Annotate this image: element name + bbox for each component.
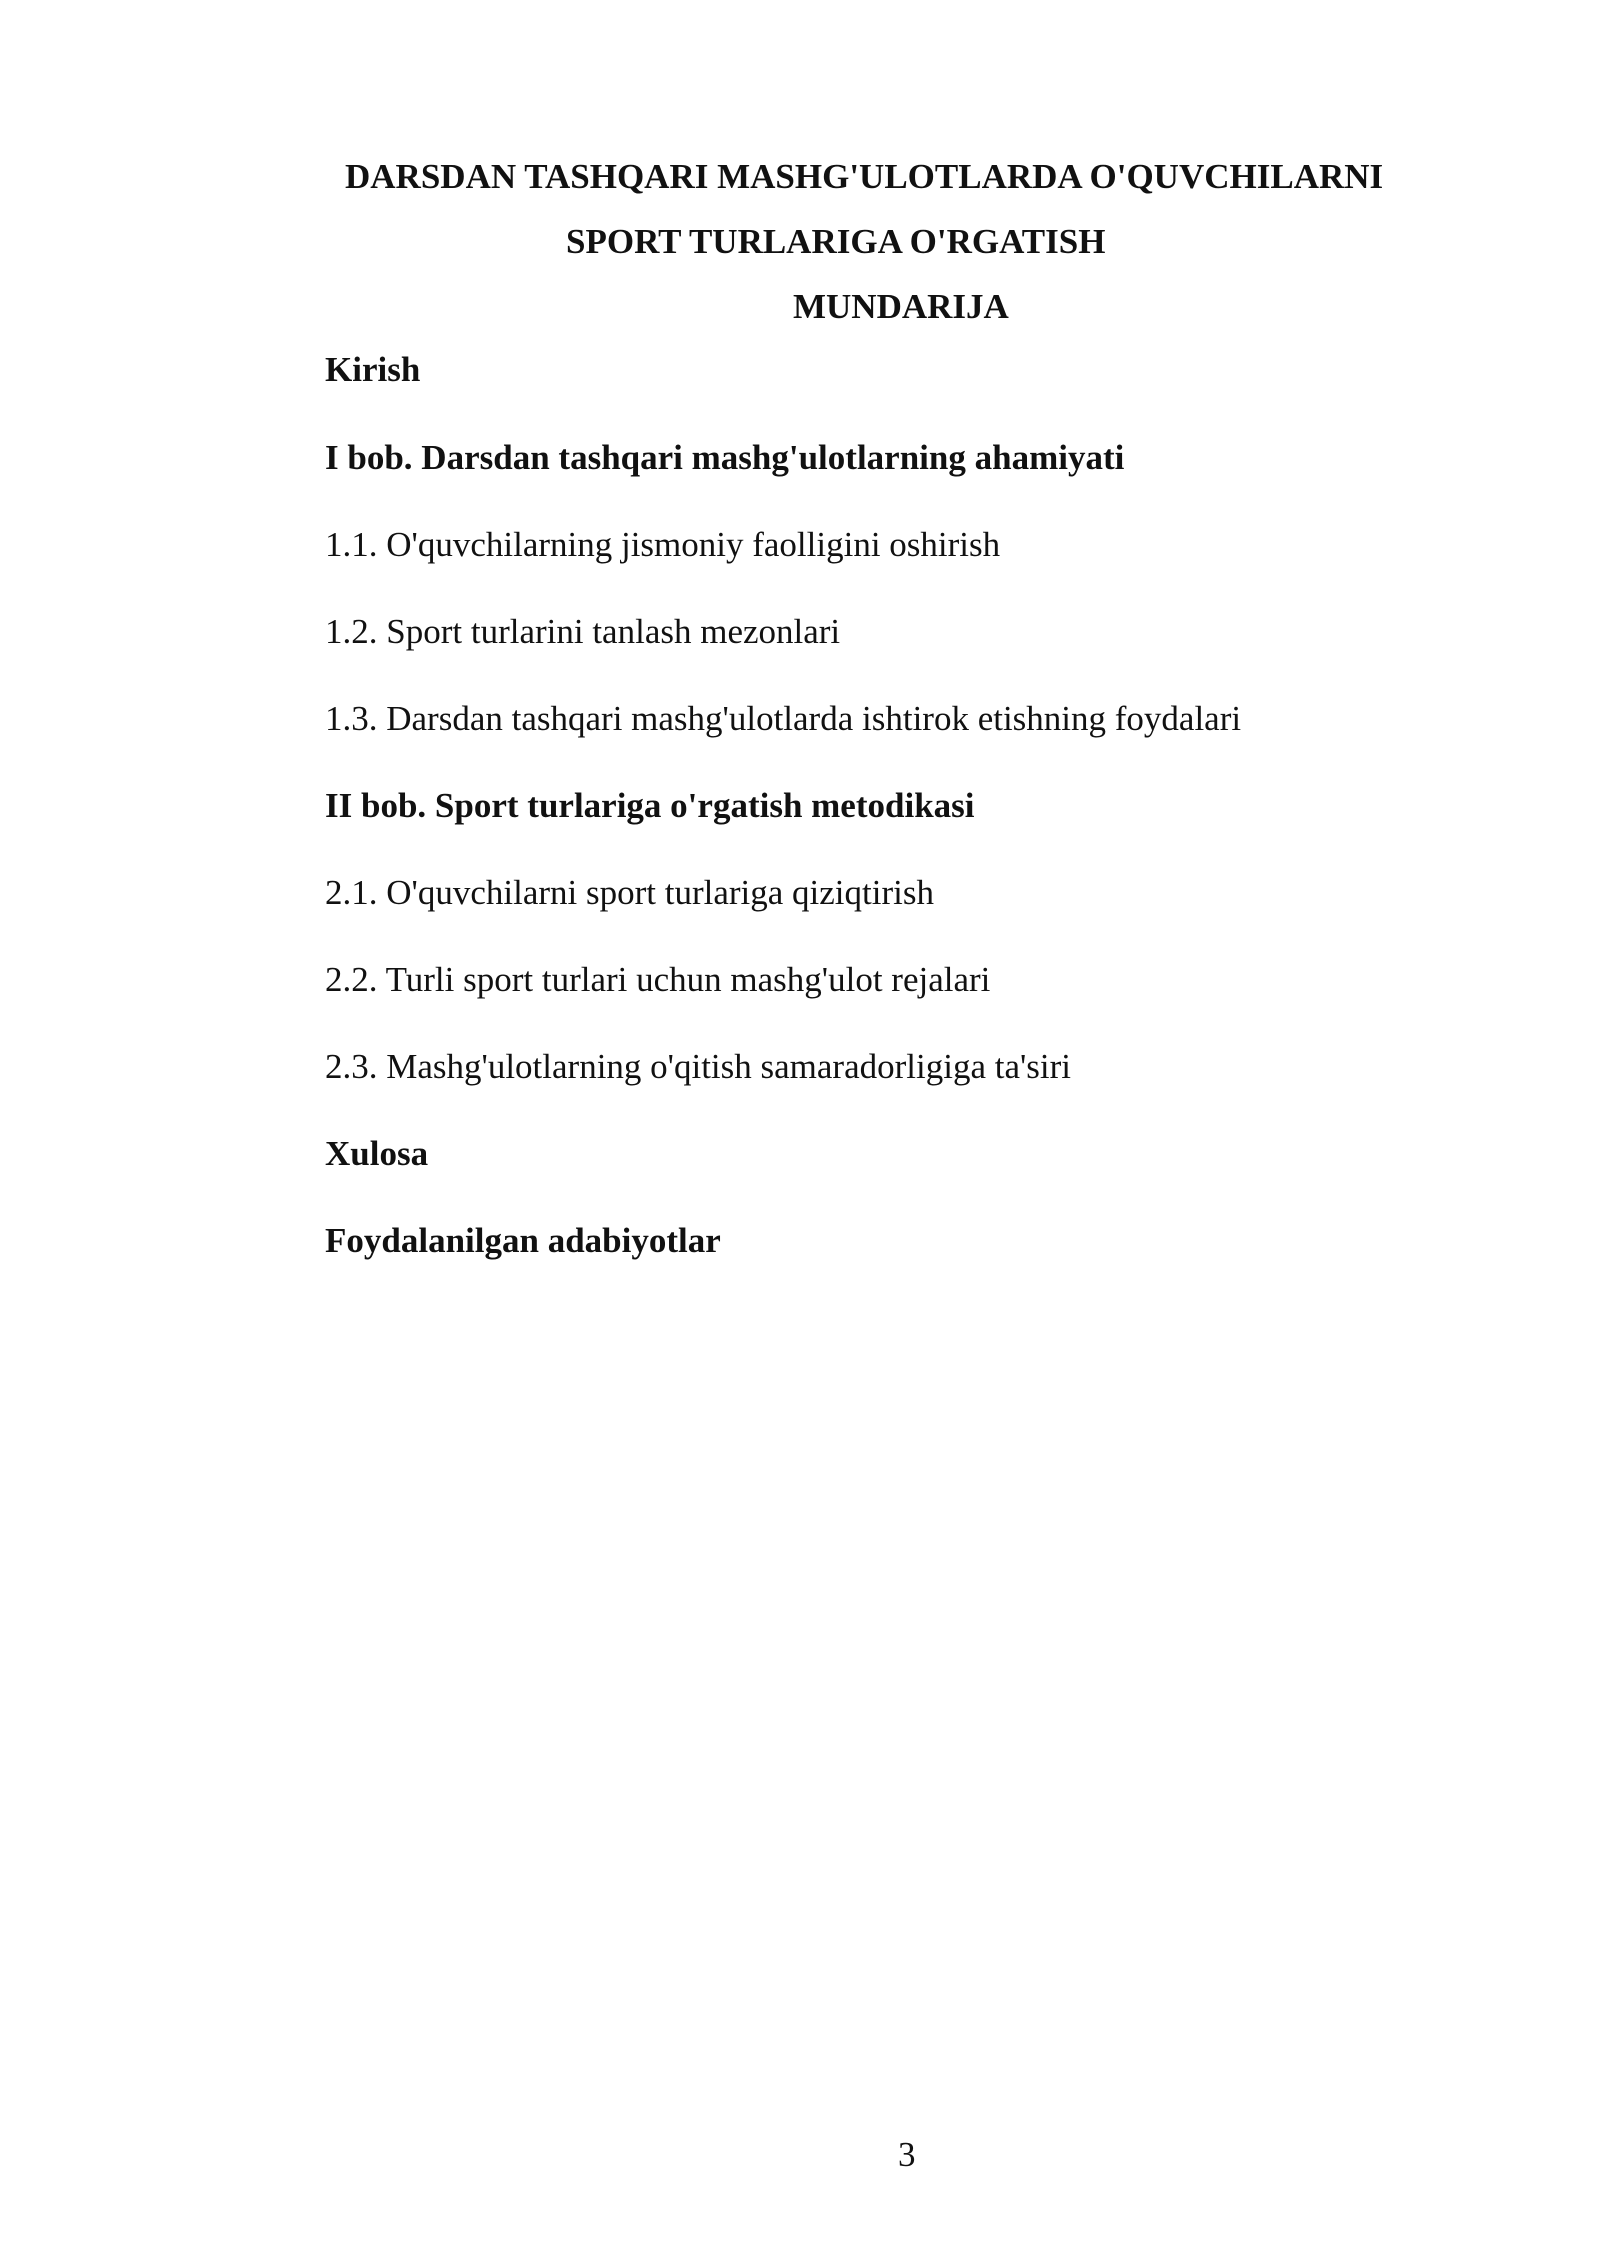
toc-item-section-1-2: 1.2. Sport turlarini tanlash mezonlari [325, 612, 841, 651]
toc-item-section-1-1: 1.1. O'quvchilarning jismoniy faolligini oshirish [325, 525, 1001, 564]
document-title-line-2: SPORT TURLARIGA O'RGATISH [566, 222, 1106, 261]
page-number: 3 [898, 2135, 916, 2174]
toc-item-conclusion: Xulosa [325, 1134, 429, 1173]
toc-item-section-2-2: 2.2. Turli sport turlari uchun mashg'ulot rejalari [325, 960, 991, 999]
toc-item-references: Foydalanilgan adabiyotlar [325, 1221, 721, 1260]
document-title-line-1: DARSDAN TASHQARI MASHG'ULOTLARDA O'QUVCHILARNI [345, 157, 1384, 196]
toc-item-section-1-3: 1.3. Darsdan tashqari mashg'ulotlarda ishtirok etishning foydalari [325, 699, 1242, 738]
toc-item-section-2-1: 2.1. O'quvchilarni sport turlariga qiziqtirish [325, 873, 934, 912]
toc-item-chapter-1: I bob. Darsdan tashqari mashg'ulotlarning ahamiyati [325, 438, 1125, 477]
toc-item-section-2-3: 2.3. Mashg'ulotlarning o'qitish samaradorligiga ta'siri [325, 1047, 1072, 1086]
toc-item-introduction: Kirish [325, 350, 421, 389]
toc-item-chapter-2: II bob. Sport turlariga o'rgatish metodikasi [325, 786, 975, 825]
contents-heading: MUNDARIJA [793, 287, 1009, 326]
